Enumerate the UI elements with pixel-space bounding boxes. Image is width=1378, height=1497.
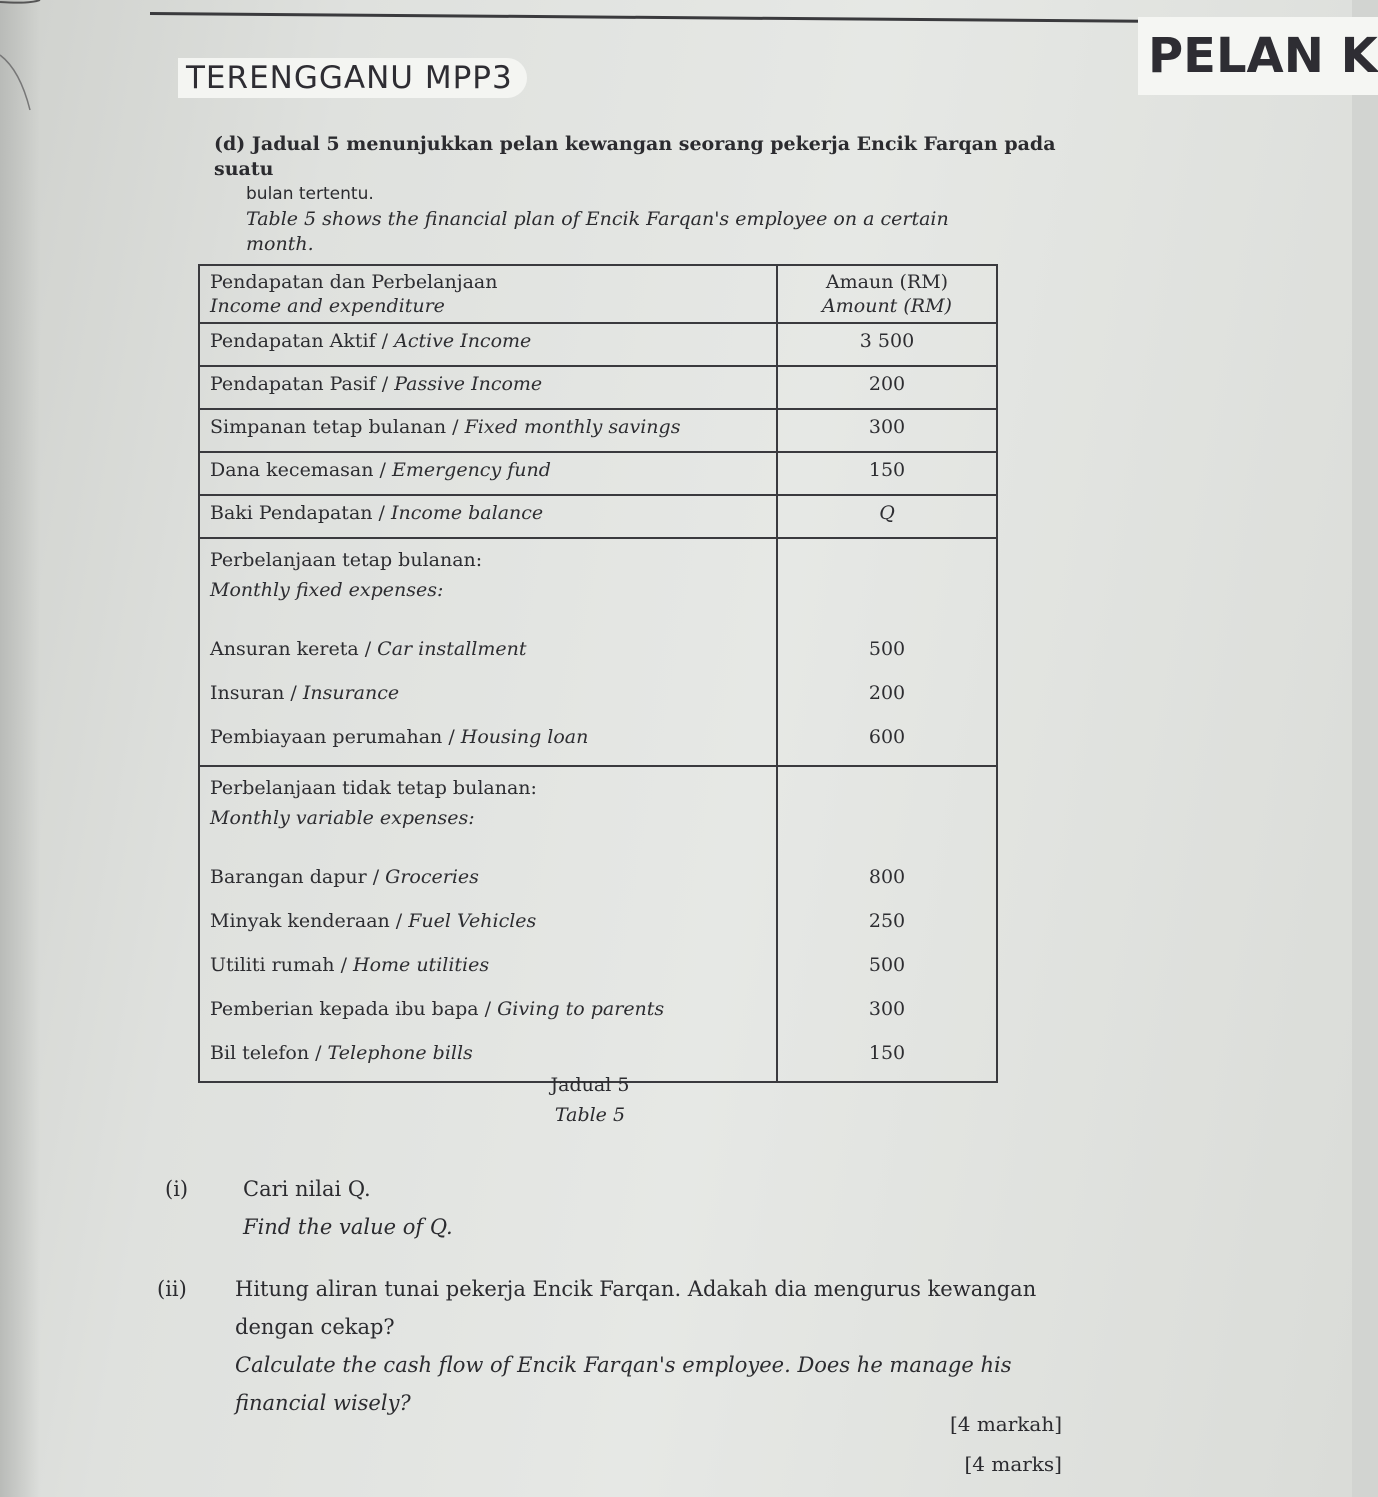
part-ii-en-line1: Calculate the cash flow of Encik Farqan's employee. Does he manage his [235,1353,1012,1377]
table-row [199,495,997,538]
item-en: Income balance [391,502,544,524]
item-ms: Pembiayaan perumahan / [210,726,461,748]
marks-en: [4 marks] [964,1452,1062,1476]
list-item [210,715,766,759]
header-amount-en: Amount (RM) [822,295,952,317]
header-amount-ms: Amaun (RM) [825,271,949,293]
item-ms: Pemberian kepada ibu bapa / [210,998,498,1020]
part-ii [157,1270,1087,1422]
question-intro [214,132,1074,257]
list-item [210,671,766,715]
header-amount-cell [777,265,997,323]
item-en: Fuel Vehicles [408,910,537,932]
amount-value: 800 [868,866,906,888]
item-en: Home utilities [353,954,490,976]
fixed-expenses-items-cell [199,538,777,766]
table-row [199,323,997,366]
item-cell [199,323,777,366]
list-item [210,987,766,1031]
item-cell [199,495,777,538]
item-ms: Pendapatan Aktif / [210,330,395,352]
table-row [199,409,997,452]
part-i [165,1170,453,1246]
amount-value: 500 [868,638,906,660]
item-ms: Baki Pendapatan / [210,502,391,524]
amount-cell: 200 [777,366,997,409]
amount-cell: 300 [777,409,997,452]
intro-english-line2: month. [246,233,314,255]
intro-malay-text: Jadual 5 menunjukkan pelan kewangan seorang pekerja Encik Farqan pada suatu [214,133,1056,180]
board-label: TERENGGANU MPP3 [178,58,527,98]
variable-expenses-items-cell [199,766,777,1082]
fixed-heading-ms: Perbelanjaan tetap bulanan: [210,549,483,571]
part-ii-number: (ii) [157,1277,187,1301]
amount-value: 300 [868,998,906,1020]
variable-heading-ms: Perbelanjaan tidak tetap bulanan: [210,777,537,799]
fixed-expenses-amounts-cell [777,538,997,766]
item-cell [199,452,777,495]
amount-value: 600 [868,726,906,748]
item-en: Insurance [302,682,400,704]
item-ms: Bil telefon / [210,1042,328,1064]
variable-expenses-amounts-cell [777,766,997,1082]
caption-ms: Jadual 5 [550,1074,630,1096]
amount-cell: Q [777,495,997,538]
item-en: Fixed monthly savings [464,416,681,438]
item-ms: Barangan dapur / [210,866,386,888]
page-corner-curl [0,0,70,110]
amount-cell: 3 500 [777,323,997,366]
list-item [210,943,766,987]
item-cell [199,409,777,452]
variable-heading-en: Monthly variable expenses: [210,807,475,829]
item-en: Giving to parents [497,998,665,1020]
fixed-expenses-group-row [199,538,997,766]
list-item [210,855,766,899]
item-en: Telephone bills [327,1042,473,1064]
part-ii-ms: Hitung aliran tunai pekerja Encik Farqan. Adakah dia mengurus kewangan [235,1277,1037,1301]
item-ms: Simpanan tetap bulanan / [210,416,465,438]
intro-malay-line2: bulan tertentu. [246,184,374,204]
list-item [210,627,766,671]
item-en: Active Income [394,330,532,352]
intro-malay-line1 [214,132,1074,182]
part-i-ms-line [165,1170,453,1208]
item-en: Car installment [377,638,527,660]
variable-expenses-group-row [199,766,997,1082]
item-ms: Ansuran kereta / [210,638,378,660]
part-ii-ms-line2: dengan cekap? [235,1315,395,1339]
amount-value: 250 [868,910,906,932]
header-item-cell [199,265,777,323]
item-ms: Minyak kenderaan / [210,910,409,932]
intro-english-line1: Table 5 shows the financial plan of Encik Farqan's employee on a certain [246,208,949,230]
fixed-heading-en: Monthly fixed expenses: [210,579,444,601]
amount-cell: 150 [777,452,997,495]
item-en: Passive Income [394,373,543,395]
page-edge-shadow [0,0,40,1497]
financial-plan-table [198,264,998,1083]
financial-plan-table-wrap [198,264,998,1069]
marks-ms: [4 markah] [949,1412,1062,1436]
table-header-row [199,265,997,323]
table-row [199,452,997,495]
section-banner: PELAN K [1138,17,1378,95]
question-label: (d) [214,133,246,155]
part-i-en: Find the value of Q. [243,1215,453,1239]
table-row [199,366,997,409]
part-ii-ms-line1 [157,1270,1087,1308]
table-caption [510,1070,670,1130]
amount-value: 150 [868,1042,906,1064]
part-i-number: (i) [165,1177,189,1201]
item-ms: Insuran / [210,682,303,704]
item-en: Emergency fund [391,459,551,481]
list-item [210,899,766,943]
amount-value: 500 [868,954,906,976]
fixed-expenses-heading [210,545,766,627]
header-item-ms: Pendapatan dan Perbelanjaan [210,271,498,293]
amount-value: 200 [868,682,906,704]
item-ms: Utiliti rumah / [210,954,354,976]
caption-en: Table 5 [554,1104,626,1126]
item-cell [199,366,777,409]
item-en: Housing loan [460,726,589,748]
header-item-en: Income and expenditure [210,295,445,317]
list-item [210,1031,766,1075]
item-ms: Dana kecemasan / [210,459,392,481]
amount-spacer [778,545,996,627]
item-en: Groceries [385,866,479,888]
part-i-ms: Cari nilai Q. [243,1177,371,1201]
amount-spacer [778,773,996,855]
item-ms: Pendapatan Pasif / [210,373,395,395]
variable-expenses-heading [210,773,766,855]
part-ii-en-line2: financial wisely? [235,1391,411,1415]
